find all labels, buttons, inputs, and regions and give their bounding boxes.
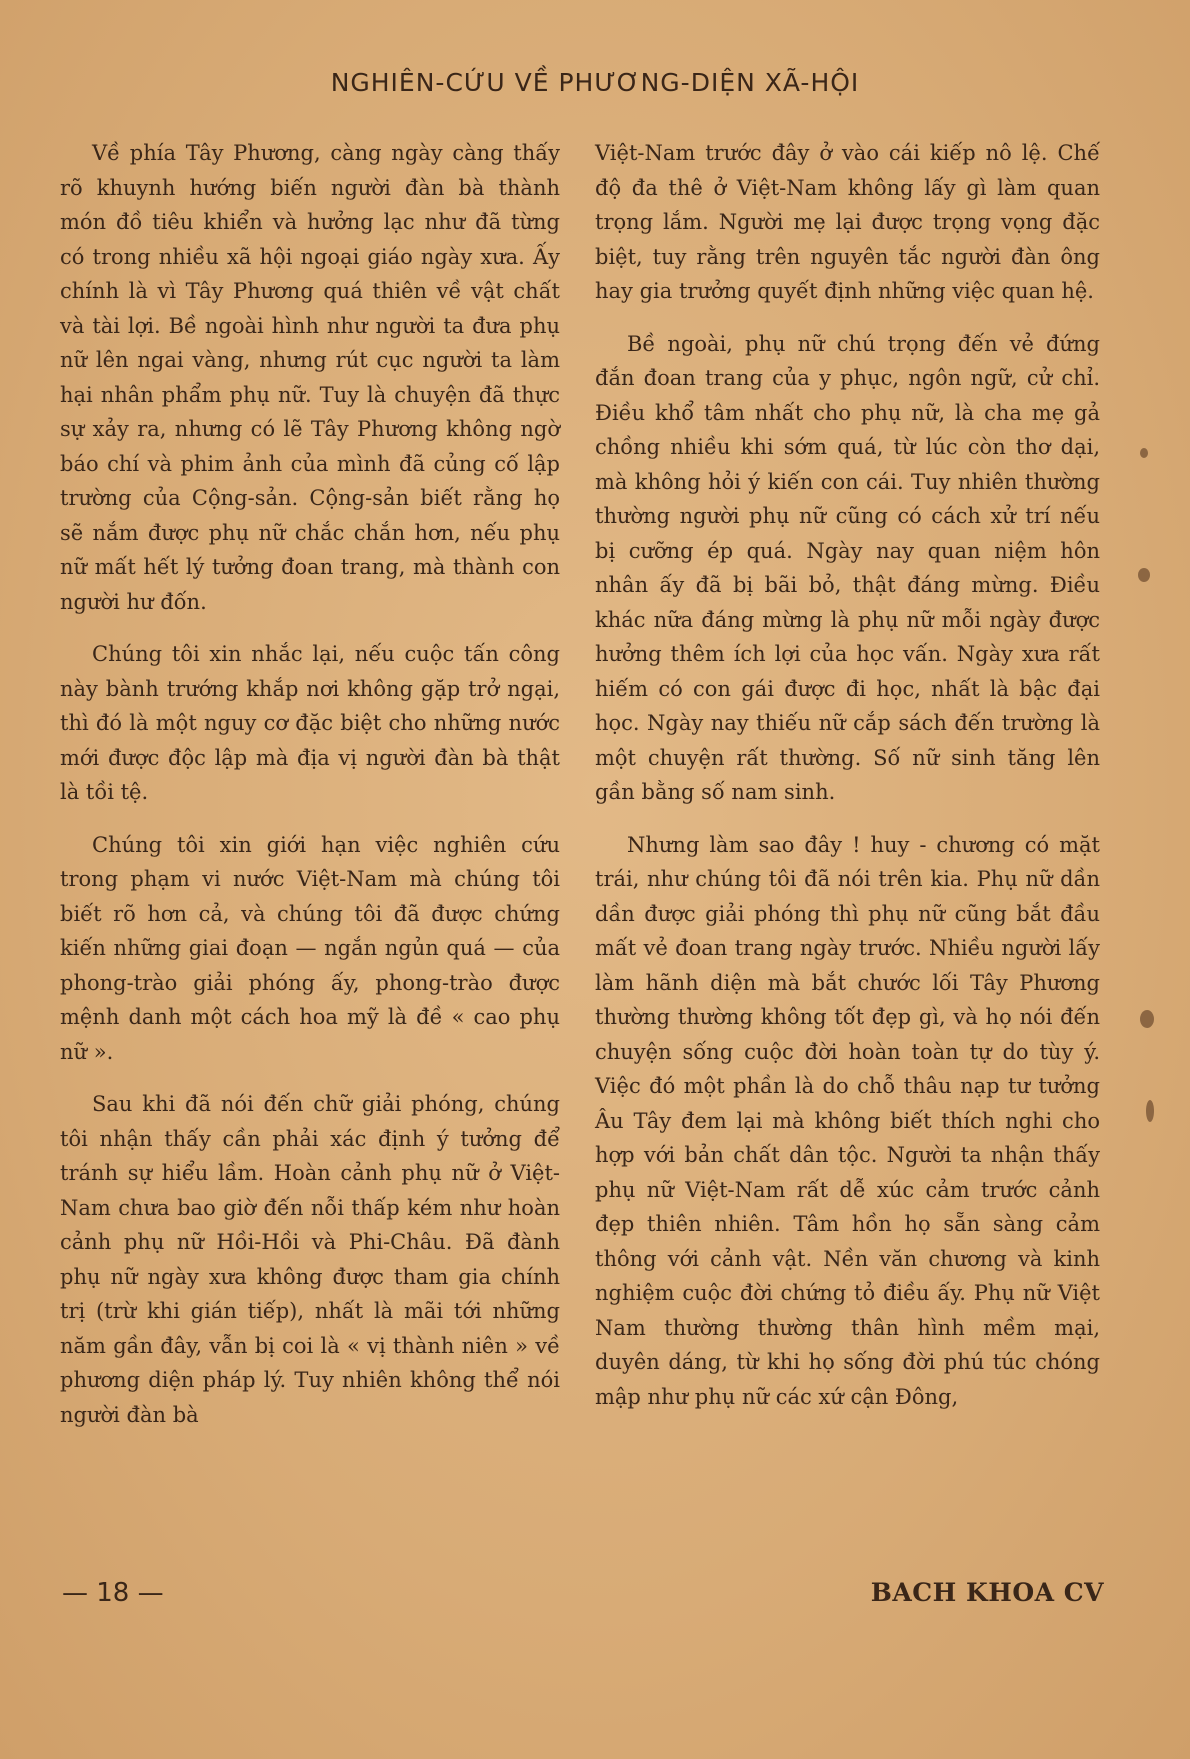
- page-number: — 18 —: [62, 1578, 164, 1608]
- right-paragraph-2: Bề ngoài, phụ nữ chú trọng đến vẻ đứng đắn đoan trang của y phục, ngôn ngữ, cử chỉ. Điều khổ tâm nhất cho phụ nữ, là cha mẹ gả chồng nhiều khi sớm quá, từ lúc còn thơ dại, mà không hỏi ý kiến con cái. Tuy nhiên thường thường người phụ nữ cũng có cách xử trí nếu bị cưỡng ép quá. Ngày nay quan niệm hôn nhân ấy đã bị bãi bỏ, thật đáng mừng. Điều khác nữa đáng mừng là phụ nữ mỗi ngày được hưởng thêm ích lợi của học vấn. Ngày xưa rất hiếm có con gái được đi học, nhất là bậc đại học. Ngày nay thiếu nữ cắp sách đến trường là một chuyện rất thường. Số nữ sinh tăng lên gần bằng số nam sinh.: [595, 331, 1100, 804]
- left-paragraph-1: Về phía Tây Phương, càng ngày càng thấy rõ khuynh hướng biến người đàn bà thành món đồ tiêu khiển và hưởng lạc như đã từng có trong nhiều xã hội ngoại giáo ngày xưa. Ấy chính là vì Tây Phương quá thiên về vật chất và tài lợi. Bề ngoài hình như người ta đưa phụ nữ lên ngai vàng, nhưng rút cục người ta làm hại nhân phẩm phụ nữ. Tuy là chuyện đã thực sự xảy ra, nhưng có lẽ Tây Phương không ngờ báo chí và phim ảnh của mình đã củng cố lập trường của Cộng-sản. Cộng-sản biết rằng họ sẽ nắm được phụ nữ chắc chắn hơn, nếu phụ nữ mất hết lý tưởng đoan trang, mà thành con người hư đốn.: [60, 141, 560, 614]
- paper-speck: [1138, 568, 1150, 582]
- right-column: [595, 136, 1100, 1432]
- left-paragraph-4: Sau khi đã nói đến chữ giải phóng, chúng tôi nhận thấy cần phải xác định ý tưởng để tránh sự hiểu lầm. Hoàn cảnh phụ nữ ở Việt-Nam chưa bao giờ đến nỗi thấp kém như hoàn cảnh phụ nữ Hồi-Hồi và Phi-Châu. Đã đành phụ nữ ngày xưa không được tham gia chính trị (trừ khi gián tiếp), nhất là mãi tới những năm gần đây, vẫn bị coi là « vị thành niên » về phương diện pháp lý. Tuy nhiên không thể nói người đàn bà: [60, 1092, 560, 1427]
- publication-name: BACH KHOA CV: [870, 1578, 1104, 1607]
- paper-speck: [1146, 1100, 1154, 1122]
- right-paragraph-1: Việt-Nam trước đây ở vào cái kiếp nô lệ. Chế độ đa thê ở Việt-Nam không lấy gì làm quan trọng lắm. Người mẹ lại được trọng vọng đặc biệt, tuy rằng trên nguyên tắc người đàn ông hay gia trưởng quyết định những việc quan hệ.: [595, 141, 1100, 303]
- left-column: [60, 136, 560, 1450]
- left-paragraph-2: Chúng tôi xin nhắc lại, nếu cuộc tấn công này bành trướng khắp nơi không gặp trở ngại, thì đó là một nguy cơ đặc biệt cho những nước mới được độc lập mà địa vị người đàn bà thật là tồi tệ.: [60, 642, 560, 804]
- paper-speck: [1140, 448, 1148, 458]
- left-paragraph-3: Chúng tôi xin giới hạn việc nghiên cứu trong phạm vi nước Việt-Nam mà chúng tôi biết rõ hơn cả, và chúng tôi đã được chứng kiến những giai đoạn — ngắn ngủn quá — của phong-trào giải phóng ấy, phong-trào được mệnh danh một cách hoa mỹ là đề « cao phụ nữ ».: [60, 832, 560, 1064]
- right-paragraph-3: Nhưng làm sao đây ! huy - chương có mặt trái, như chúng tôi đã nói trên kia. Phụ nữ dần dần được giải phóng thì phụ nữ cũng bắt đầu mất vẻ đoan trang ngày trước. Nhiều người lấy làm hãnh diện mà bắt chước lối Tây Phương thường thường không tốt đẹp gì, và họ nói đến chuyện sống cuộc đời hoàn toàn tự do tùy ý. Việc đó một phần là do chỗ thâu nạp tư tưởng Âu Tây đem lại mà không biết thích nghi cho hợp với bản chất dân tộc. Người ta nhận thấy phụ nữ Việt-Nam rất dễ xúc cảm trước cảnh đẹp thiên nhiên. Tâm hồn họ sẵn sàng cảm thông với cảnh vật. Nền văn chương và kinh nghiệm cuộc đời chứng tỏ điều ấy. Phụ nữ Việt Nam thường thường thân hình mềm mại, duyên dáng, từ khi họ sống đời phú túc chóng mập như phụ nữ các xứ cận Đông,: [595, 832, 1100, 1409]
- page-header-title: NGHIÊN-CỨU VỀ PHƯƠNG-DIỆN XÃ-HỘI: [330, 68, 860, 97]
- paper-speck: [1140, 1010, 1154, 1028]
